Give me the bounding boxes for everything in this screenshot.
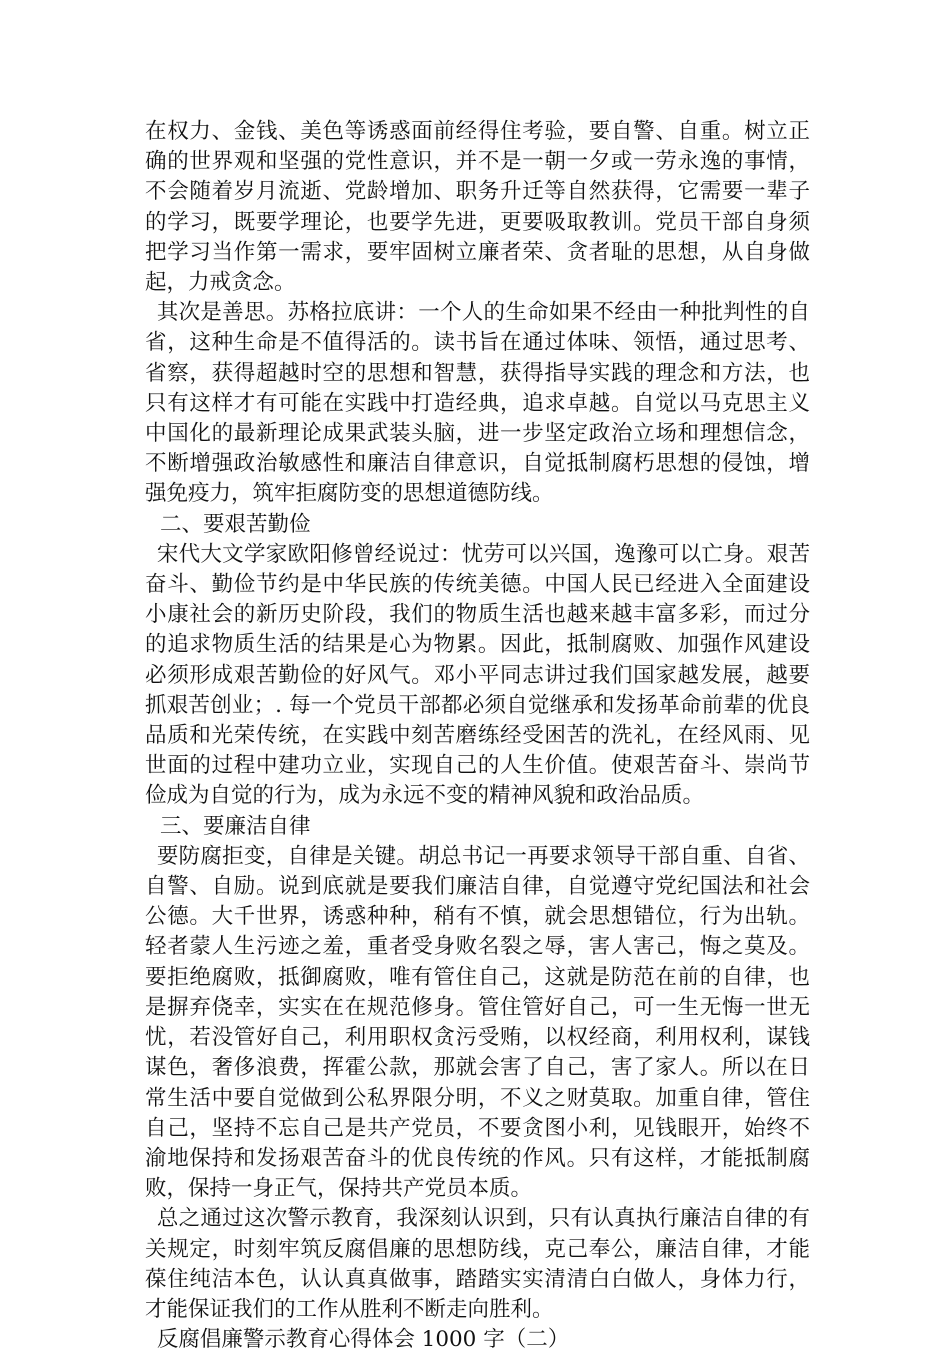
next-article-title: 反腐倡廉警示教育心得体会 1000 字（二） bbox=[156, 1327, 570, 1353]
paragraph-self-discipline: 要防腐拒变，自律是关键。胡总书记一再要求领导干部自重、自省、自警、自励。说到底就是要我们廉洁自律，自觉遵守党纪国法和社会公德。大千世界，诱惑种种，稍有不慎，就会思想错位，行为出轨。轻者蒙人生污迹之羞，重者受身败名裂之辱，害人害己，悔之莫及。要拒绝腐败，抵御腐败，唯有管住自己，这就是防范在前的自律，也是摒弃侥幸，实实在在规范修身。管住管好自己，可一生无悔一世无忧，若没管好自己，利用职权贪污受贿，以权经商，利用权利，谋钱谋色，奢侈浪费，挥霍公款，那就会害了自己，害了家人。所以在日常生活中要自觉做到公私界限分明，不义之财莫取。加重自律，管住自己，坚持不忘自己是共产党员，不要贪图小利，见钱眼开，始终不渝地保持和发扬艰苦奋斗的优良传统的作风。只有这样，才能抵制腐败，保持一身正气，保持共产党员本质。 bbox=[145, 843, 810, 1202]
paragraph-good-thinking: 其次是善思。苏格拉底讲：一个人的生命如果不经由一种批判性的自省，这种生命是不值得活的。读书旨在通过体味、领悟，通过思考、省察，获得超越时空的思想和智慧，获得指导实践的理念和方法，也只有这样才有可能在实践中打造经典，追求卓越。自觉以马克思主义中国化的最新理论成果武装头脑，进一步坚定政治立场和理想信念，不断增强政治敏感性和廉洁自律意识，自觉抵制腐朽思想的侵蚀，增强免疫力，筑牢拒腐防变的思想道德防线。 bbox=[145, 300, 810, 507]
document-page bbox=[145, 117, 810, 1355]
paragraph-conclusion: 总之通过这次警示教育，我深刻认识到，只有认真执行廉洁自律的有关规定，时刻牢筑反腐倡廉的思想防线，克己奉公，廉洁自律，才能葆住纯洁本色，认认真真做事，踏踏实实清清白白做人，身体力行，才能保证我们的工作从胜利不断走向胜利。 bbox=[145, 1206, 810, 1322]
paragraph-frugality: 宋代大文学家欧阳修曾经说过：忧劳可以兴国，逸豫可以亡身。艰苦奋斗、勤俭节约是中华民族的传统美德。中国人民已经进入全面建设小康社会的新历史阶段，我们的物质生活也越来越丰富多彩，而过分的追求物质生活的结果是心为物累。因此，抵制腐败、加强作风建设必须形成艰苦勤俭的好风气。邓小平同志讲过我们国家越发展，越要抓艰苦创业；. 每一个党员干部都必须自觉继承和发扬革命前辈的优良品质和光荣传统，在实践中刻苦磨练经受困苦的洗礼，在经风雨、见世面的过程中建功立业，实现自己的人生价值。使艰苦奋斗、崇尚节俭成为自觉的行为，成为永远不变的精神风貌和政治品质。 bbox=[145, 541, 810, 809]
section-heading-frugality: 二、要艰苦勤俭 bbox=[160, 511, 311, 537]
section-heading-self-discipline: 三、要廉洁自律 bbox=[160, 813, 311, 839]
paragraph-study-discipline: 在权力、金钱、美色等诱惑面前经得住考验，要自警、自重。树立正确的世界观和坚强的党性意识，并不是一朝一夕或一劳永逸的事情，不会随着岁月流逝、党龄增加、职务升迁等自然获得，它需要一辈子的学习，既要学理论，也要学先进，更要吸取教训。党员干部自身须把学习当作第一需求，要牢固树立廉者荣、贪者耻的思想，从自身做起，力戒贪念。 bbox=[145, 119, 810, 296]
